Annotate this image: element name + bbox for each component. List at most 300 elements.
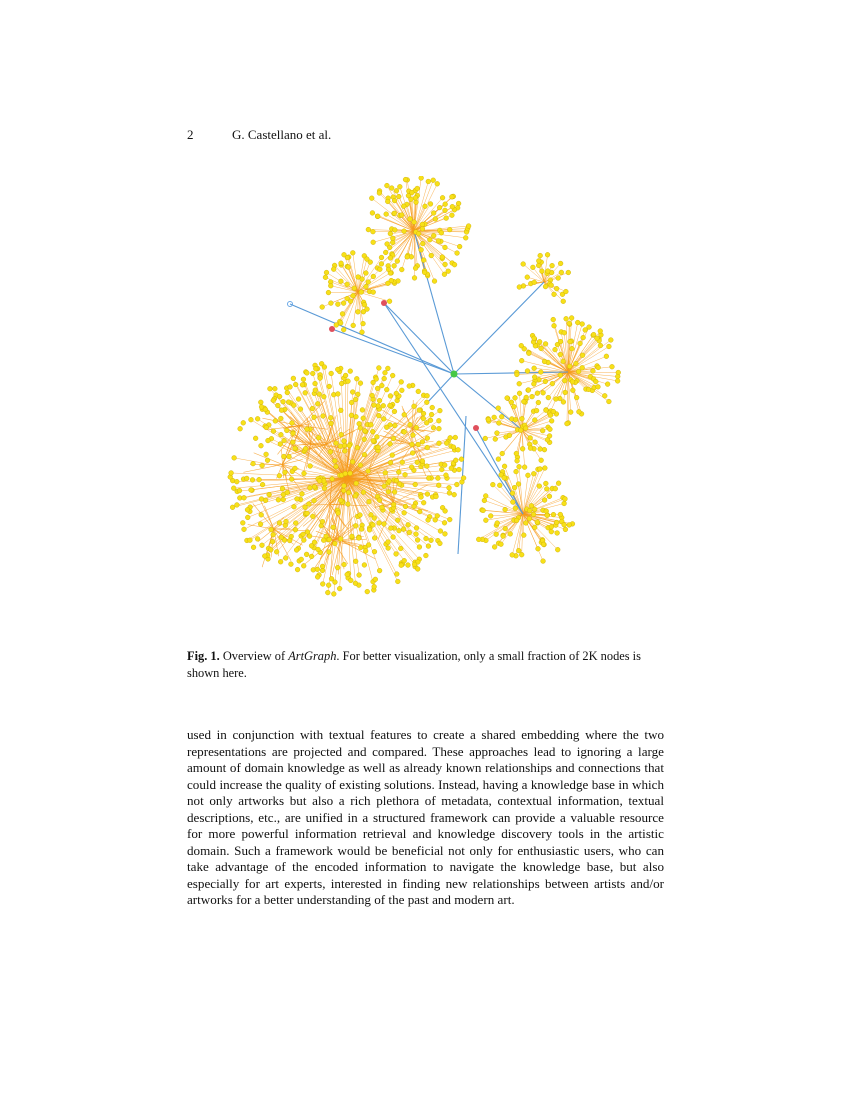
graph-node <box>302 471 307 476</box>
graph-node <box>363 548 368 553</box>
graph-node <box>384 387 389 392</box>
graph-node <box>414 425 419 430</box>
graph-node <box>456 447 461 452</box>
graph-node <box>536 263 541 268</box>
graph-node <box>339 261 344 266</box>
graph-node <box>550 381 555 386</box>
graph-node <box>360 330 365 335</box>
graph-node <box>409 465 414 470</box>
graph-node <box>407 384 412 389</box>
graph-node <box>342 449 347 454</box>
graph-node <box>310 371 315 376</box>
graph-node <box>259 512 264 517</box>
graph-node <box>562 378 567 383</box>
graph-node <box>414 532 419 537</box>
graph-node <box>251 545 256 550</box>
graph-node <box>332 541 337 546</box>
hub-node-green <box>451 371 458 378</box>
graph-node <box>425 445 430 450</box>
graph-node <box>371 240 376 245</box>
graph-node <box>416 442 421 447</box>
graph-node <box>523 521 528 526</box>
graph-node <box>284 519 289 524</box>
graph-node <box>438 541 443 546</box>
graph-node <box>466 224 471 229</box>
graph-node <box>570 388 575 393</box>
graph-node <box>509 400 514 405</box>
graph-edge <box>346 478 415 562</box>
graph-node <box>456 201 461 206</box>
graph-node <box>341 439 346 444</box>
graph-node <box>488 514 493 519</box>
graph-node <box>322 486 327 491</box>
graph-node <box>308 464 313 469</box>
graph-node <box>260 463 265 468</box>
graph-node <box>316 547 321 552</box>
graph-edge <box>282 459 302 464</box>
graph-node <box>412 504 417 509</box>
graph-node <box>527 516 532 521</box>
graph-node <box>392 409 397 414</box>
figure-caption <box>187 648 664 682</box>
graph-node <box>542 498 547 503</box>
graph-node <box>388 441 393 446</box>
graph-node <box>424 464 429 469</box>
graph-node <box>542 359 547 364</box>
graph-node <box>334 441 339 446</box>
graph-node <box>606 399 611 404</box>
graph-node <box>598 329 603 334</box>
graph-node <box>346 379 351 384</box>
graph-node <box>410 442 415 447</box>
graph-node <box>313 366 318 371</box>
graph-node <box>290 421 295 426</box>
graph-node <box>552 292 557 297</box>
graph-node <box>338 444 343 449</box>
graph-node <box>345 255 350 260</box>
graph-node <box>586 387 591 392</box>
graph-node <box>342 483 347 488</box>
graph-node <box>293 466 298 471</box>
graph-node <box>444 473 449 478</box>
graph-node <box>402 510 407 515</box>
graph-node <box>337 586 342 591</box>
graph-node <box>497 483 502 488</box>
graph-node <box>371 229 376 234</box>
graph-node <box>370 393 375 398</box>
graph-node <box>385 366 390 371</box>
graph-node <box>398 546 403 551</box>
graph-node <box>372 536 377 541</box>
graph-node <box>295 497 300 502</box>
graph-node <box>371 274 376 279</box>
graph-node <box>371 438 376 443</box>
graph-node <box>416 389 421 394</box>
graph-node <box>421 500 426 505</box>
graph-node <box>493 437 498 442</box>
graph-node <box>349 534 354 539</box>
graph-node <box>356 536 361 541</box>
graph-node <box>303 390 308 395</box>
graph-node <box>264 425 269 430</box>
graph-node <box>423 204 428 209</box>
graph-node <box>342 562 347 567</box>
graph-node <box>417 408 422 413</box>
graph-node <box>274 549 279 554</box>
graph-node <box>388 256 393 261</box>
graph-node <box>390 453 395 458</box>
graph-node <box>315 567 320 572</box>
graph-node <box>415 538 420 543</box>
graph-node <box>541 559 546 564</box>
graph-node <box>338 321 343 326</box>
graph-node <box>427 237 432 242</box>
graph-node <box>347 443 352 448</box>
graph-node <box>583 328 588 333</box>
graph-node <box>402 412 407 417</box>
graph-node <box>516 548 521 553</box>
graph-node <box>269 527 274 532</box>
graph-node <box>312 484 317 489</box>
graph-node <box>401 204 406 209</box>
graph-edge <box>328 292 358 293</box>
graph-node <box>420 222 425 227</box>
graph-node <box>348 578 353 583</box>
graph-node <box>486 417 491 422</box>
graph-node <box>596 384 601 389</box>
graph-node <box>230 505 235 510</box>
graph-node <box>517 381 522 386</box>
graph-node <box>443 531 448 536</box>
graph-node <box>354 414 359 419</box>
graph-node <box>399 563 404 568</box>
graph-node <box>403 472 408 477</box>
graph-node <box>321 394 326 399</box>
graph-node <box>394 572 399 577</box>
graph-node <box>436 418 441 423</box>
graph-node <box>386 267 391 272</box>
graph-node <box>279 432 284 437</box>
graph-node <box>351 293 356 298</box>
graph-node <box>255 416 260 421</box>
graph-node <box>527 508 532 513</box>
graph-node <box>285 390 290 395</box>
graph-node <box>565 421 570 426</box>
graph-node <box>563 289 568 294</box>
graph-node <box>325 590 330 595</box>
graph-node <box>301 563 306 568</box>
graph-node <box>561 359 566 364</box>
graph-node <box>538 253 543 258</box>
graph-node <box>350 250 355 255</box>
graph-node <box>355 392 360 397</box>
graph-node <box>349 413 354 418</box>
graph-node <box>375 214 380 219</box>
graph-node <box>420 241 425 246</box>
graph-node <box>394 391 399 396</box>
graph-node <box>392 263 397 268</box>
graph-node <box>443 509 448 514</box>
graph-node <box>381 403 386 408</box>
graph-node <box>258 522 263 527</box>
graph-node <box>483 518 488 523</box>
graph-node <box>567 523 572 528</box>
graph-node <box>429 412 434 417</box>
graph-node <box>338 408 343 413</box>
graph-node <box>432 279 437 284</box>
graph-node <box>419 495 424 500</box>
graph-node <box>313 381 318 386</box>
graph-node <box>293 521 298 526</box>
graph-node <box>607 344 612 349</box>
graph-node <box>430 405 435 410</box>
graph-node <box>313 388 318 393</box>
graph-node <box>397 528 402 533</box>
graph-node <box>410 451 415 456</box>
graph-node <box>279 535 284 540</box>
graph-node <box>421 411 426 416</box>
graph-node <box>268 547 273 552</box>
graph-node <box>541 390 546 395</box>
graph-node <box>249 417 254 422</box>
caption-label: Fig. 1. <box>187 649 220 663</box>
graph-node <box>549 283 554 288</box>
graph-node <box>385 199 390 204</box>
graph-node <box>434 494 439 499</box>
graph-node <box>289 562 294 567</box>
graph-node <box>596 365 601 370</box>
graph-node <box>553 347 558 352</box>
graph-node <box>293 527 298 532</box>
graph-node <box>301 532 306 537</box>
graph-node <box>365 589 370 594</box>
graph-node <box>500 451 505 456</box>
graph-node <box>318 376 323 381</box>
graph-node <box>408 217 413 222</box>
graph-node <box>558 373 563 378</box>
graph-node <box>602 393 607 398</box>
page-number: 2 <box>187 127 194 142</box>
graph-node <box>505 396 510 401</box>
graph-node <box>520 446 525 451</box>
graph-node <box>412 404 417 409</box>
graph-node <box>521 262 526 267</box>
graph-node <box>358 513 363 518</box>
graph-node <box>316 435 321 440</box>
graph-node <box>376 445 381 450</box>
graph-node <box>578 341 583 346</box>
graph-node <box>260 543 265 548</box>
graph-node <box>510 500 515 505</box>
graph-node <box>330 477 335 482</box>
graph-node <box>580 365 585 370</box>
graph-node <box>270 539 275 544</box>
graph-node <box>244 476 249 481</box>
graph-node <box>372 584 377 589</box>
hub-node-red <box>473 425 479 431</box>
graph-node <box>345 572 350 577</box>
graph-node <box>550 263 555 268</box>
graph-node <box>448 435 453 440</box>
graph-node <box>266 438 271 443</box>
graph-node <box>351 323 356 328</box>
graph-node <box>538 447 543 452</box>
graph-node <box>320 305 325 310</box>
graph-node <box>433 217 438 222</box>
graph-node <box>538 467 543 472</box>
graph-node <box>379 255 384 260</box>
graph-node <box>551 409 556 414</box>
graph-node <box>449 194 454 199</box>
graph-node <box>517 391 522 396</box>
graph-node <box>408 422 413 427</box>
graph-node <box>546 395 551 400</box>
graph-node <box>532 375 537 380</box>
graph-node <box>431 233 436 238</box>
graph-node <box>390 236 395 241</box>
graph-node <box>366 543 371 548</box>
graph-node <box>514 469 519 474</box>
graph-node <box>561 400 566 405</box>
graph-node <box>258 400 263 405</box>
graph-node <box>512 404 517 409</box>
graph-node <box>370 211 375 216</box>
graph-node <box>442 520 447 525</box>
graph-node <box>532 525 537 530</box>
graph-node <box>419 247 424 252</box>
graph-node <box>271 429 276 434</box>
graph-node <box>336 511 341 516</box>
graph-node <box>561 299 566 304</box>
graph-node <box>568 410 573 415</box>
graph-node <box>415 186 420 191</box>
graph-node <box>424 536 429 541</box>
graph-node <box>271 398 276 403</box>
graph-node <box>292 504 297 509</box>
graph-node <box>495 521 500 526</box>
graph-node <box>421 258 426 263</box>
graph-node <box>238 426 243 431</box>
graph-node <box>512 485 517 490</box>
graph-node <box>282 438 287 443</box>
graph-node <box>604 354 609 359</box>
graph-node <box>553 397 558 402</box>
graph-node <box>374 435 379 440</box>
graph-node <box>402 558 407 563</box>
graph-node <box>431 425 436 430</box>
graph-node <box>392 228 397 233</box>
graph-node <box>476 537 481 542</box>
graph-node <box>312 415 317 420</box>
graph-node <box>415 460 420 465</box>
graph-node <box>286 400 291 405</box>
authors: G. Castellano et al. <box>232 127 332 142</box>
graph-node <box>457 467 462 472</box>
graph-node <box>328 449 333 454</box>
graph-node <box>529 503 534 508</box>
graph-node <box>353 581 358 586</box>
graph-node <box>358 545 363 550</box>
graph-node <box>540 428 545 433</box>
graph-node <box>570 346 575 351</box>
graph-node <box>354 481 359 486</box>
graph-node <box>241 420 246 425</box>
graph-node <box>532 366 537 371</box>
graph-node <box>338 498 343 503</box>
graph-node <box>526 388 531 393</box>
graph-node <box>381 416 386 421</box>
graph-node <box>377 267 382 272</box>
graph-node <box>293 382 298 387</box>
graph-node <box>425 492 430 497</box>
graph-node <box>442 463 447 468</box>
graph-node <box>366 469 371 474</box>
graph-node <box>483 494 488 499</box>
graph-node <box>405 254 410 259</box>
graph-node <box>593 379 598 384</box>
graph-node <box>528 435 533 440</box>
graph-node <box>395 259 400 264</box>
graph-node <box>540 269 545 274</box>
graph-node <box>447 227 452 232</box>
graph-node <box>372 549 377 554</box>
graph-node <box>265 458 270 463</box>
graph-node <box>508 531 513 536</box>
graph-node <box>530 394 535 399</box>
graph-node <box>328 301 333 306</box>
graph-node <box>232 455 237 460</box>
graph-node <box>387 479 392 484</box>
graph-node <box>558 261 563 266</box>
graph-link <box>384 303 523 514</box>
graph-node <box>362 452 367 457</box>
graph-node <box>531 382 536 387</box>
graph-node <box>327 384 332 389</box>
graph-node <box>234 503 239 508</box>
graph-node <box>305 511 310 516</box>
graph-node <box>391 535 396 540</box>
graph-node <box>507 433 512 438</box>
graph-node <box>521 533 526 538</box>
graph-node <box>301 377 306 382</box>
graph-node <box>502 475 507 480</box>
graph-node <box>605 382 610 387</box>
graph-node <box>426 518 431 523</box>
graph-node <box>547 494 552 499</box>
graph-node <box>346 490 351 495</box>
graph-node <box>563 496 568 501</box>
graph-node <box>392 198 397 203</box>
graph-node <box>394 478 399 483</box>
graph-node <box>454 482 459 487</box>
graph-node <box>251 461 256 466</box>
graph-node <box>591 369 596 374</box>
graph-node <box>525 369 530 374</box>
graph-node <box>608 338 613 343</box>
graph-node <box>414 200 419 205</box>
graph-node <box>331 267 336 272</box>
graph-node <box>306 502 311 507</box>
graph-node <box>503 507 508 512</box>
graph-node <box>532 418 537 423</box>
graph-node <box>496 457 501 462</box>
graph-node <box>524 395 529 400</box>
graph-node <box>440 255 445 260</box>
graph-node <box>309 554 314 559</box>
graph-node <box>436 238 441 243</box>
graph-node <box>419 176 424 180</box>
graph-node <box>492 415 497 420</box>
